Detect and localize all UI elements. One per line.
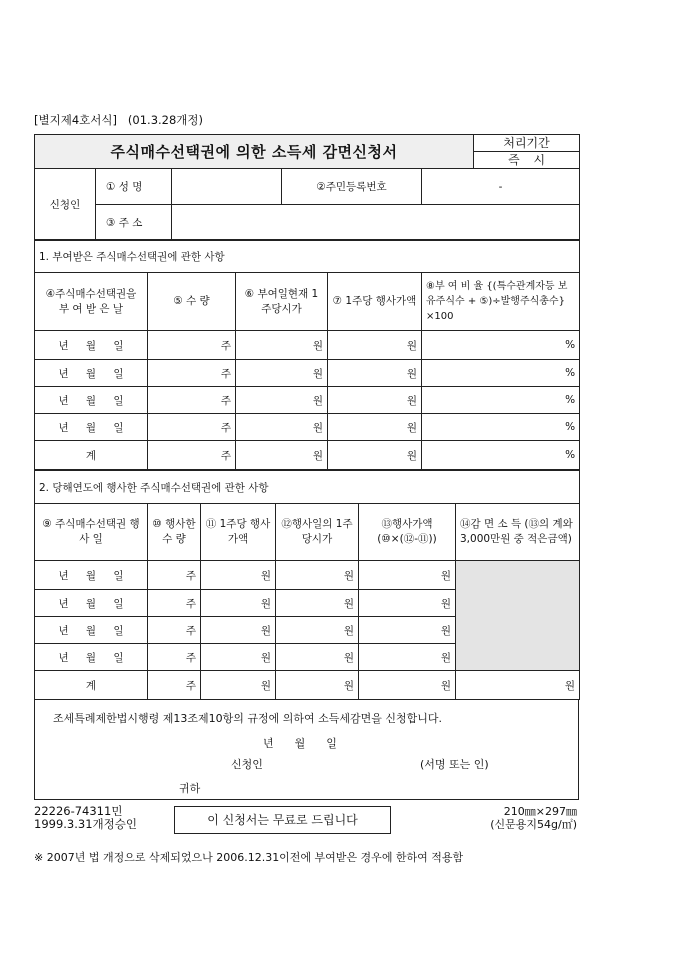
value-cell[interactable]: 원 <box>359 617 456 644</box>
section2-table <box>34 470 580 700</box>
value-cell[interactable]: 원 <box>359 561 456 590</box>
value-cell[interactable]: 원 <box>276 644 359 671</box>
paper-type: (신문용지54g/㎡) <box>490 818 577 831</box>
value-cell[interactable]: 원 <box>359 590 456 617</box>
date-cell[interactable]: 년 월 일 <box>35 617 148 644</box>
value-cell[interactable]: 원 <box>201 590 276 617</box>
total-cell[interactable]: 원 <box>456 671 580 700</box>
processing-period-label: 처리기간 <box>474 135 580 152</box>
address-field[interactable] <box>172 205 580 240</box>
value-cell[interactable]: 주 <box>148 561 201 590</box>
rrn-field[interactable]: - <box>422 169 580 205</box>
value-cell[interactable]: 원 <box>328 360 422 387</box>
total-label: 계 <box>35 441 148 470</box>
value-cell[interactable]: 원 <box>276 617 359 644</box>
total-cell[interactable]: 주 <box>148 441 236 470</box>
shaded-cell <box>456 561 580 671</box>
total-row <box>35 671 580 700</box>
footnote: ※ 2007년 법 개정으로 삭제되었으나 2006.12.31이전에 부여받은 경우에 한하여 적용함 <box>34 851 464 864</box>
total-cell[interactable]: 원 <box>276 671 359 700</box>
value-cell[interactable]: 주 <box>148 617 201 644</box>
s1-header-market-price: ⑥ 부여일현재 1주당시가 <box>236 273 328 331</box>
value-cell[interactable]: 주 <box>148 414 236 441</box>
table-row <box>35 331 580 360</box>
date-cell[interactable]: 년 월 일 <box>35 590 148 617</box>
value-cell[interactable]: 원 <box>236 331 328 360</box>
declaration-block <box>34 700 579 800</box>
applicant-label: 신청인 <box>35 169 96 240</box>
value-cell[interactable]: 원 <box>236 414 328 441</box>
name-field[interactable] <box>172 169 282 205</box>
value-cell[interactable]: 주 <box>148 590 201 617</box>
value-cell[interactable]: 원 <box>236 360 328 387</box>
date-cell[interactable]: 년 월 일 <box>35 414 148 441</box>
declaration-applicant-label: 신청인 <box>231 758 263 771</box>
revision: (01.3.28개정) <box>127 113 204 127</box>
recipient-label: 귀하 <box>179 782 201 795</box>
value-cell[interactable]: 원 <box>236 387 328 414</box>
date-cell[interactable]: 년 월 일 <box>35 387 148 414</box>
section2-heading: 2. 당해연도에 행사한 주식매수선택권에 관한 사항 <box>35 471 580 504</box>
value-cell[interactable]: 원 <box>201 561 276 590</box>
table-row <box>35 561 580 590</box>
s2-header-market-price: ⑫행사일의 1주당시가 <box>276 504 359 561</box>
total-row <box>35 441 580 470</box>
total-label: 계 <box>35 671 148 700</box>
value-cell[interactable]: % <box>422 331 580 360</box>
value-cell[interactable]: 원 <box>328 331 422 360</box>
total-cell[interactable]: 원 <box>201 671 276 700</box>
s2-header-quantity: ⑩ 행사한 수 량 <box>148 504 201 561</box>
value-cell[interactable]: % <box>422 360 580 387</box>
paper-size: 210㎜×297㎜ <box>503 805 577 818</box>
date-cell[interactable]: 년 월 일 <box>35 561 148 590</box>
approval-date: 1999.3.31개정승인 <box>34 817 137 831</box>
table-row <box>35 360 580 387</box>
table-row <box>35 387 580 414</box>
date-cell[interactable]: 년 월 일 <box>35 644 148 671</box>
address-label: ③ 주 소 <box>96 205 172 240</box>
value-cell[interactable]: % <box>422 414 580 441</box>
total-cell[interactable]: 주 <box>148 671 201 700</box>
value-cell[interactable]: 원 <box>201 617 276 644</box>
value-cell[interactable]: 원 <box>276 561 359 590</box>
s1-header-exercise-price: ⑦ 1주당 행사가액 <box>328 273 422 331</box>
value-cell[interactable]: 원 <box>328 414 422 441</box>
declaration-date[interactable]: 년 월 일 <box>263 737 337 750</box>
s1-header-grant-ratio: ⑧부 여 비 율 {(특수관계자등 보유주식수 + ⑤)÷발행주식총수}×100 <box>422 273 580 331</box>
s2-header-exempt-income: ⑭감 면 소 득 (⑬의 계와 3,000만원 중 적은금액) <box>456 504 580 561</box>
s2-header-exercise-price: ⑪ 1주당 행사가액 <box>201 504 276 561</box>
section1-table <box>34 240 580 470</box>
table-row <box>35 414 580 441</box>
name-label: ① 성 명 <box>96 169 172 205</box>
s1-header-quantity: ⑤ 수 량 <box>148 273 236 331</box>
s1-header-grant-date: ④주식매수선택권을 부 여 받 은 날 <box>35 273 148 331</box>
signature-label[interactable]: (서명 또는 인) <box>420 758 489 771</box>
value-cell[interactable]: 원 <box>328 387 422 414</box>
section1-heading: 1. 부여받은 주식매수선택권에 관한 사항 <box>35 241 580 273</box>
total-cell[interactable]: % <box>422 441 580 470</box>
total-cell[interactable]: 원 <box>359 671 456 700</box>
total-cell[interactable]: 원 <box>236 441 328 470</box>
value-cell[interactable]: 주 <box>148 644 201 671</box>
applicant-table <box>34 134 580 240</box>
processing-period-value: 즉 시 <box>474 152 580 169</box>
value-cell[interactable]: 원 <box>276 590 359 617</box>
declaration-text: 조세특례제한법시행령 제13조제10항의 규정에 의하여 소득세감면을 신청합니다. <box>53 712 443 725</box>
form-code: 22226-74311민 <box>34 804 123 818</box>
value-cell[interactable]: 주 <box>148 331 236 360</box>
free-notice: 이 신청서는 무료로 드립니다 <box>174 806 391 834</box>
date-cell[interactable]: 년 월 일 <box>35 331 148 360</box>
s2-header-exercise-amount: ⑬행사가액 (⑩×(⑫-⑪)) <box>359 504 456 561</box>
form-label: [별지제4호서식] (01.3.28개정) <box>34 113 204 127</box>
value-cell[interactable]: 주 <box>148 387 236 414</box>
rrn-label: ②주민등록번호 <box>282 169 422 205</box>
value-cell[interactable]: 주 <box>148 360 236 387</box>
value-cell[interactable]: % <box>422 387 580 414</box>
value-cell[interactable]: 원 <box>359 644 456 671</box>
value-cell[interactable]: 원 <box>201 644 276 671</box>
form-title: 주식매수선택권에 의한 소득세 감면신청서 <box>35 135 474 169</box>
total-cell[interactable]: 원 <box>328 441 422 470</box>
s2-header-exercise-date: ⑨ 주식매수선택권 행 사 일 <box>35 504 148 561</box>
date-cell[interactable]: 년 월 일 <box>35 360 148 387</box>
